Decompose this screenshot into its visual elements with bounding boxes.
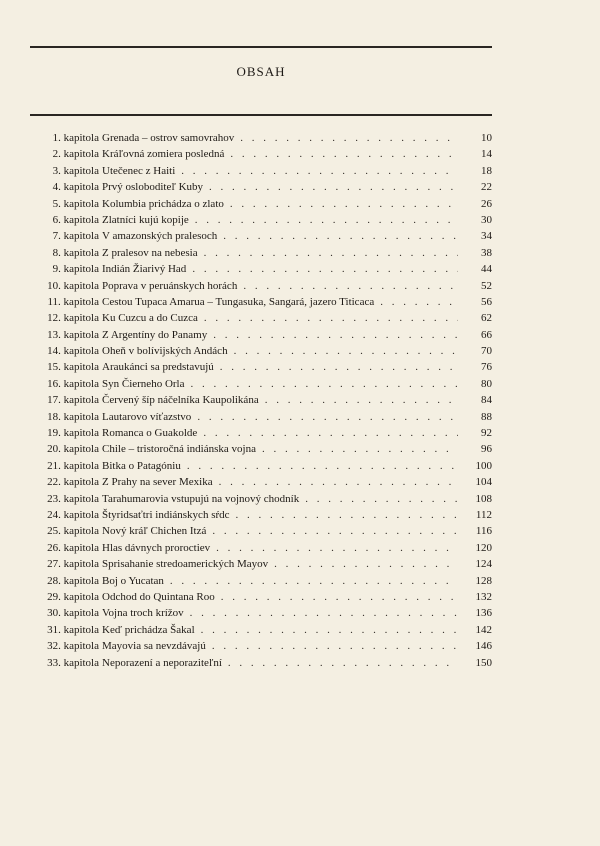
toc-entry [30,245,492,261]
chapter-title-cell [99,179,464,195]
dot-leader [265,392,458,408]
chapter-title-cell [99,589,464,605]
toc-entry [30,278,492,294]
page-number: 10 [481,132,492,144]
dot-leader [223,228,458,244]
dot-leader [228,655,458,671]
chapter-number: 15. kapitola [47,361,99,374]
page-title: OBSAH [236,64,286,79]
toc-entry [30,343,492,359]
chapter-title: Syn Čierneho Orla [102,377,185,390]
dot-leader [212,523,458,539]
page-number: 44 [481,263,492,276]
toc-entry [30,491,492,507]
chapter-title: Nový kráľ Chichen Itzá [102,525,207,538]
page-number: 80 [481,377,492,390]
toc-entry [30,376,492,392]
dot-leader [170,573,458,589]
chapter-title-cell [99,261,464,277]
page-number: 120 [475,541,492,554]
chapter-title: Indián Žiarivý Had [102,263,187,276]
dot-leader [203,425,458,441]
chapter-title: Kráľovná zomiera posledná [102,148,225,161]
chapter-number: 27. kapitola [47,558,99,571]
chapter-number: 8. kapitola [52,246,99,259]
dot-leader [274,556,458,572]
toc-entry [30,540,492,556]
dot-leader [204,310,458,326]
chapter-title: Cestou Tupaca Amarua – Tungasuka, Sangará, jazero Titicaca [102,295,375,308]
chapter-title-cell [99,622,464,638]
page-number: 30 [481,213,492,226]
page-number: 96 [481,443,492,456]
page-number: 146 [475,640,492,653]
chapter-number: 12. kapitola [47,312,99,325]
page-number: 34 [481,230,492,243]
page-number: 52 [481,279,492,292]
page-number: 100 [475,459,492,472]
chapter-number: 22. kapitola [47,476,99,489]
chapter-title-cell [99,327,464,343]
chapter-title: Grenada – ostrov samovrahov [102,132,235,144]
page-number: 108 [475,492,492,505]
chapter-number: 32. kapitola [47,640,99,653]
dot-leader [234,343,458,359]
dot-leader [243,278,458,294]
dot-leader [195,212,458,228]
chapter-title-cell [99,294,464,310]
chapter-title: Mayovia sa nevzdávajú [102,640,206,653]
chapter-title-cell [99,573,464,589]
dot-leader [216,540,458,556]
dot-leader [221,589,458,605]
chapter-number: 3. kapitola [52,164,99,177]
table-of-contents [30,130,492,671]
chapter-title: Ku Cuzcu a do Cuzca [102,312,198,325]
toc-entry [30,441,492,457]
chapter-title: Sprisahanie stredoamerických Mayov [102,558,269,571]
dot-leader [220,359,458,375]
chapter-number: 20. kapitola [47,443,99,456]
chapter-number: 33. kapitola [47,656,99,669]
page-number: 88 [481,410,492,423]
chapter-title-cell [99,655,464,671]
toc-entry [30,573,492,589]
chapter-number: 16. kapitola [47,377,99,390]
chapter-number: 19. kapitola [47,427,99,440]
toc-entry [30,392,492,408]
chapter-title: Tarahumarovia vstupujú na vojnový chodník [102,492,300,505]
chapter-title: V amazonských pralesoch [102,230,218,243]
chapter-title-cell [99,196,464,212]
chapter-title: Utečenec z Haiti [102,164,176,177]
page-number: 150 [475,656,492,669]
toc-entry [30,507,492,523]
page-number: 76 [481,361,492,374]
chapter-number: 17. kapitola [47,394,99,407]
page-number: 14 [481,148,492,161]
toc-entry [30,212,492,228]
toc-entry [30,261,492,277]
chapter-title-cell [99,343,464,359]
chapter-title-cell [99,359,464,375]
page-number: 66 [481,328,492,341]
toc-entry [30,638,492,654]
chapter-title-cell [99,556,464,572]
toc-entry [30,589,492,605]
chapter-title-cell [99,458,464,474]
toc-entry [30,179,492,195]
top-rule [30,46,492,48]
chapter-number: 31. kapitola [47,623,99,636]
dot-leader [380,294,458,310]
page-number: 38 [481,246,492,259]
page-number: 18 [481,164,492,177]
chapter-title: Hlas dávnych proroctiev [102,541,211,554]
chapter-title: Neporazení a neporaziteľní [102,656,222,669]
page-number: 70 [481,345,492,358]
page-number: 62 [481,312,492,325]
chapter-title-cell [99,212,464,228]
chapter-title: Štyridsaťtri indiánskych sŕdc [102,508,230,521]
chapter-title-cell [99,523,464,539]
toc-entry [30,655,492,671]
chapter-number: 18. kapitola [47,410,99,423]
page-number: 128 [475,574,492,587]
chapter-number: 25. kapitola [47,525,99,538]
chapter-title-cell [99,163,464,179]
chapter-title-cell [99,376,464,392]
chapter-number: 14. kapitola [47,345,99,358]
toc-entry [30,327,492,343]
chapter-title: Lautarovo víťazstvo [102,410,192,423]
page-number: 116 [475,525,492,538]
page-number: 124 [475,558,492,571]
page-number: 104 [475,476,492,489]
chapter-title-cell [99,278,464,294]
toc-entry [30,163,492,179]
page-number: 142 [475,623,492,636]
chapter-title-cell [99,425,464,441]
chapter-number: 10. kapitola [47,279,99,292]
chapter-title: Z pralesov na nebesia [102,246,198,259]
chapter-title: Chile – tristoročná indiánska vojna [102,443,256,456]
chapter-number: 26. kapitola [47,541,99,554]
chapter-title: Zlatníci kujú kopije [102,213,189,226]
chapter-title-cell [99,491,464,507]
page-number: 112 [475,508,492,521]
dot-leader [212,638,458,654]
chapter-title: Oheň v bolívijských Andách [102,345,228,358]
toc-entry [30,556,492,572]
chapter-title-cell [99,146,464,162]
chapter-number: 2. kapitola [52,148,99,161]
toc-entry [30,359,492,375]
chapter-title: Araukánci sa predstavujú [102,361,214,374]
dot-leader [181,163,458,179]
chapter-title-cell [99,392,464,408]
dot-leader [230,146,458,162]
chapter-title: Prvý osloboditeľ Kuby [102,181,204,194]
dot-leader [236,507,458,523]
page-number: 26 [481,197,492,210]
chapter-title: Odchod do Quintana Roo [102,590,215,603]
chapter-number: 30. kapitola [47,607,99,620]
toc-entry [30,196,492,212]
chapter-title-cell [99,507,464,523]
chapter-title-cell [99,638,464,654]
toc-entry [30,409,492,425]
chapter-number: 23. kapitola [47,492,99,505]
toc-entry [30,622,492,638]
chapter-title-cell [99,310,464,326]
toc-entry [30,310,492,326]
chapter-title-cell [99,245,464,261]
chapter-number: 4. kapitola [52,181,99,194]
chapter-number: 5. kapitola [52,197,99,210]
chapter-number: 11. kapitola [47,295,99,308]
chapter-title: Keď prichádza Šakal [102,623,195,636]
chapter-title-cell [99,130,464,146]
toc-entry [30,605,492,621]
chapter-number: 9. kapitola [52,263,99,276]
chapter-number: 21. kapitola [47,459,99,472]
chapter-title: Bitka o Patagóniu [102,459,181,472]
chapter-number: 24. kapitola [47,508,99,521]
chapter-title-cell [99,540,464,556]
dot-leader [197,409,458,425]
chapter-title: Boj o Yucatan [102,574,164,587]
dot-leader [190,376,458,392]
chapter-title: Červený šíp náčelníka Kaupolikána [102,394,259,407]
dot-leader [201,622,458,638]
chapter-number: 29. kapitola [47,590,99,603]
chapter-number: 7. kapitola [52,230,99,243]
page-number: 22 [481,181,492,194]
chapter-title-cell [99,474,464,490]
chapter-number: 6. kapitola [52,213,99,226]
page-number: 132 [475,590,492,603]
chapter-title: Z Argentíny do Panamy [102,328,208,341]
bottom-rule [30,114,492,116]
chapter-title-cell [99,605,464,621]
dot-leader [187,458,458,474]
toc-entry [30,474,492,490]
page-number: 136 [475,607,492,620]
dot-leader [190,605,458,621]
toc-entry [30,523,492,539]
toc-entry [30,130,492,146]
chapter-number: 1. kapitola [52,132,99,144]
chapter-title-cell [99,228,464,244]
page-number: 84 [481,394,492,407]
page-number: 56 [481,295,492,308]
page-number: 92 [481,427,492,440]
chapter-title: Poprava v peruánskych horách [102,279,238,292]
chapter-title: Z Prahy na sever Mexika [102,476,213,489]
chapter-title-cell [99,409,464,425]
toc-entry [30,146,492,162]
chapter-number: 13. kapitola [47,328,99,341]
dot-leader [204,245,458,261]
chapter-title: Vojna troch krížov [102,607,184,620]
dot-leader [192,261,458,277]
dot-leader [262,441,458,457]
toc-entry [30,294,492,310]
dot-leader [219,474,458,490]
chapter-title-cell [99,441,464,457]
toc-entry [30,425,492,441]
toc-entry [30,228,492,244]
toc-entry [30,458,492,474]
dot-leader [240,130,458,146]
chapter-title: Romanca o Guakolde [102,427,198,440]
dot-leader [209,179,458,195]
dot-leader [305,491,458,507]
chapter-number: 28. kapitola [47,574,99,587]
dot-leader [213,327,458,343]
chapter-title: Kolumbia prichádza o zlato [102,197,224,210]
dot-leader [230,196,458,212]
